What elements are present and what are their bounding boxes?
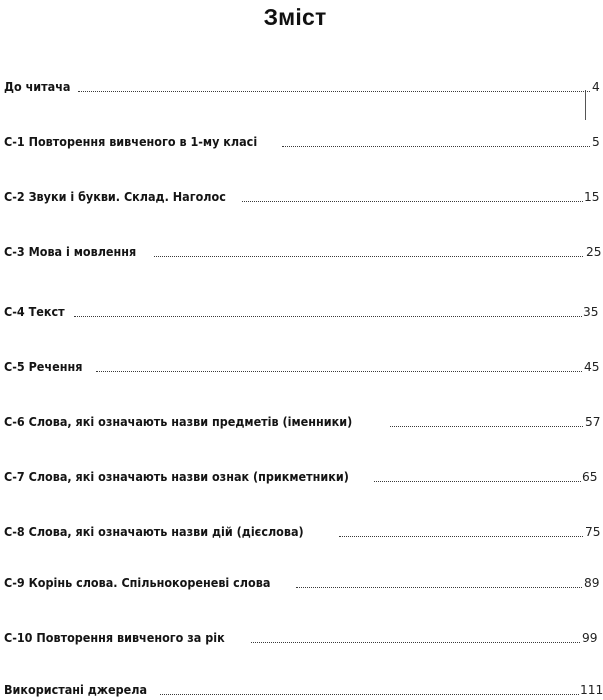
dot-leader (154, 256, 583, 257)
dot-leader (251, 642, 580, 643)
toc-entry-c9 (4, 573, 598, 593)
toc-entry-label: С-10 Повторення вивченого за рік (4, 631, 225, 645)
toc-entry-c1 (4, 132, 598, 152)
toc-entry-c4 (4, 302, 598, 322)
toc-page-number: 89 (584, 576, 600, 590)
toc-page-number: 35 (583, 305, 599, 319)
toc-entry-label: Використані джерела (4, 683, 148, 697)
toc-entry-label: До читача (4, 80, 71, 94)
toc-entry-sources (4, 680, 603, 700)
toc-entry-to-reader (4, 77, 598, 97)
toc-entry-c7 (4, 467, 598, 487)
toc-page-number: 57 (585, 415, 601, 429)
toc-page-number: 45 (584, 360, 600, 374)
toc-page-number: 4 (592, 80, 600, 94)
toc-entry-c6 (4, 412, 601, 432)
dot-leader (374, 481, 581, 482)
toc-page-number: 99 (582, 631, 598, 645)
toc-page-number: 5 (592, 135, 600, 149)
toc-page-number: 15 (584, 190, 600, 204)
toc-page-number: 111 (580, 683, 603, 697)
dot-leader (296, 587, 582, 588)
dot-leader (339, 536, 583, 537)
toc-page-number: 75 (585, 525, 601, 539)
toc-entry-c5 (4, 357, 598, 377)
toc-entry-label: С-6 Слова, які означають назви предметів (іменники) (4, 415, 353, 429)
toc-page-number: 65 (582, 470, 598, 484)
dot-leader (282, 146, 590, 147)
toc-entry-label: С-1 Повторення вивченого в 1-му класі (4, 135, 258, 149)
page-title: Зміст (263, 4, 327, 30)
dot-leader (390, 426, 583, 427)
dot-leader (160, 694, 579, 695)
toc-entry-c8 (4, 522, 601, 542)
toc-entry-label: С-4 Текст (4, 305, 65, 319)
toc-entry-label: С-9 Корінь слова. Спільнокореневі слова (4, 576, 271, 590)
toc-entry-c3 (4, 242, 602, 262)
toc-entry-label: С-8 Слова, які означають назви дій (дієслова) (4, 525, 304, 539)
dot-leader (74, 316, 582, 317)
toc-entry-c10 (4, 628, 598, 648)
toc-page-number: 25 (586, 245, 602, 259)
toc-entry-c2 (4, 187, 598, 207)
toc-entry-label: С-2 Звуки і букви. Склад. Наголос (4, 190, 226, 204)
dot-leader (242, 201, 583, 202)
toc-entry-label: С-3 Мова і мовлення (4, 245, 137, 259)
toc-entry-label: С-5 Речення (4, 360, 83, 374)
dot-leader (78, 91, 590, 92)
dot-leader (96, 371, 582, 372)
toc-entry-label: С-7 Слова, які означають назви ознак (прикметники) (4, 470, 349, 484)
